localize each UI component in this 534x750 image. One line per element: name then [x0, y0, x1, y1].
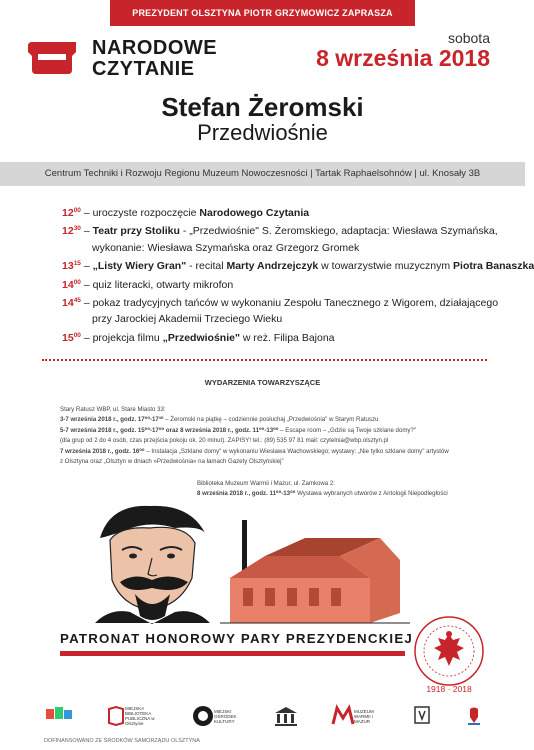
program-time: $12^{00}$ — [62, 207, 81, 219]
event-line: (dla grup od 2 do 4 osób, czas przejścia pokoju ok. 20 minut). ZAPISY! tel.: (89) 535 97 81 mail: czytelnia@wbp.olsztyn.pl — [60, 437, 389, 445]
program-time: $15^{00}$ — [62, 331, 81, 344]
program-item — [62, 293, 502, 311]
factory-building-icon — [220, 520, 410, 623]
top-banner: PREZYDENT OLSZTYNA PIOTR GRZYMOWICZ ZAPRASZA — [110, 0, 415, 26]
event-line: Biblioteka Muzeum Warmii i Mazur, ul. Zamkowa 2: — [197, 480, 335, 487]
moc-culture-center-logo-icon: MIEJSKI OŚRODEK KULTURY — [192, 703, 240, 729]
program-text: - recital — [186, 260, 227, 273]
mbp-library-logo-icon: MIEJSKA BIBLIOTEKA PUBLICZNA w Olsztynie — [107, 703, 159, 729]
event-line: Stary Ratusz WBP, ul. Stare Miasto 33: — [60, 406, 166, 413]
program-time: $14^{00}$ — [62, 278, 81, 291]
zeromski-portrait-illustration — [80, 498, 420, 628]
narodowe-czytanie-logo-icon — [24, 40, 80, 76]
event-line: z Olsztyna oraz „Olsztyn w dniach »Przedwiośnia« na łamach Gazety Olsztyńskiej" — [60, 458, 284, 466]
program-item — [62, 328, 502, 346]
brand-line-1: NARODOWE — [92, 37, 218, 59]
program-continuation: przy Jarockiej Akademii Trzeciego Wieku — [92, 313, 283, 326]
program-highlight: Teatr przy Stoliku — [92, 225, 180, 238]
olsztyn-logo-icon — [44, 703, 74, 729]
program-text: – — [80, 260, 93, 273]
program-item — [62, 203, 502, 221]
program-highlight: Piotra Banaszka — [453, 260, 534, 273]
sponsor-logos — [44, 702, 484, 730]
book-title: Przedwiośnie — [197, 120, 328, 145]
program-highlight: Marty Andrzejczyk — [226, 260, 319, 273]
program-text: – projekcja filmu — [80, 331, 163, 344]
program-text: w reż. Filipa Bajona — [239, 331, 335, 344]
muzeum-warmii-mazur-logo-icon: MUZEUM WARMII i MAZUR — [332, 703, 380, 729]
event-date: 8 września 2018 — [316, 45, 490, 71]
independence-centenary-eagle-icon — [412, 614, 486, 688]
event-day: sobota — [447, 30, 490, 46]
funding-note: DOFINANSOWANO ZE ŚRODKÓW SAMORZĄDU OLSZTYNA — [44, 738, 200, 744]
program-continuation: wykonanie: Wiesława Szymańska oraz Grzegorz Gromek — [92, 241, 360, 254]
program-item — [62, 256, 534, 274]
event-line: 5-7 września 2018 r., godz. 15⁰⁰-17⁰⁰ oraz 8 września 2018 r., godz. 11⁰⁰-13⁰⁰ – Escape room – „Gdzie są Twoje szklane domy?" — [60, 426, 417, 434]
program-time: $14^{45}$ — [62, 297, 81, 310]
venue-bar: Centrum Techniki i Rozwoju Regionu Muzeum Nowoczesności | Tartak Raphaelsohnów | ul. Knosały 3B — [0, 162, 525, 186]
knight-logo-icon — [464, 703, 484, 729]
program-text: – quiz literacki, otwarty mikrofon — [80, 278, 234, 291]
museum-event — [197, 479, 507, 500]
patronage-underline — [60, 651, 405, 656]
program-time: $12^{30}$ — [62, 225, 81, 238]
program-text: – uroczyste rozpoczęcie — [80, 207, 200, 219]
event-line: 7 września 2018 r., godz. 16⁰⁰ – Instalacja „Szklane domy" w wykonaniu Wiesława Wachowskiego; wystawy: „Nie tylko szklane domy" artystów — [60, 447, 449, 455]
portrait-face-icon — [95, 506, 210, 624]
events-title: WYDARZENIA TOWARZYSZĄCE — [204, 378, 321, 387]
program-item — [62, 275, 502, 293]
program-text: – pokaz tradycyjnych tańców w wykonaniu Zespołu Tanecznego z Wigorem, działającego — [80, 297, 499, 310]
program-highlight: „Przedwiośnie" — [162, 331, 240, 344]
program-highlight: „Listy Wiery Gran" — [92, 260, 187, 273]
institution-building-icon — [273, 703, 299, 729]
brand-line-2: CZYTANIE — [92, 58, 195, 80]
program-list — [62, 203, 534, 346]
program-time: $13^{15}$ — [62, 260, 81, 273]
program-text: - „Przedwiośnie" S. Żeromskiego, adaptacja: Wiesława Szymańska, — [179, 225, 498, 238]
crest-logo-icon — [413, 703, 431, 729]
event-line: 8 września 2018 r., godz. 11⁰⁰-13⁰⁰ Wystawa wybranych utworów z Antologii Niepodległości — [197, 490, 448, 498]
patronage-title: PATRONAT HONOROWY PARY PREZYDENCKIEJ — [60, 631, 413, 646]
program-item — [62, 221, 502, 239]
author-name: Stefan Żeromski — [161, 92, 364, 122]
program-text: – — [80, 225, 93, 238]
program-highlight: Narodowego Czytania — [199, 207, 310, 219]
events-list — [60, 405, 480, 467]
section-divider — [42, 359, 487, 361]
centenary-years: 1918 · 2018 — [426, 684, 472, 694]
program-text: w towarzystwie muzycznym — [318, 260, 454, 273]
event-line: 3-7 września 2018 r., godz. 17⁰⁰-17³⁰ – Żeromski na piątkę – codziennie posłuchaj „Przedwiośnia" w Starym Ratuszu — [60, 416, 379, 424]
